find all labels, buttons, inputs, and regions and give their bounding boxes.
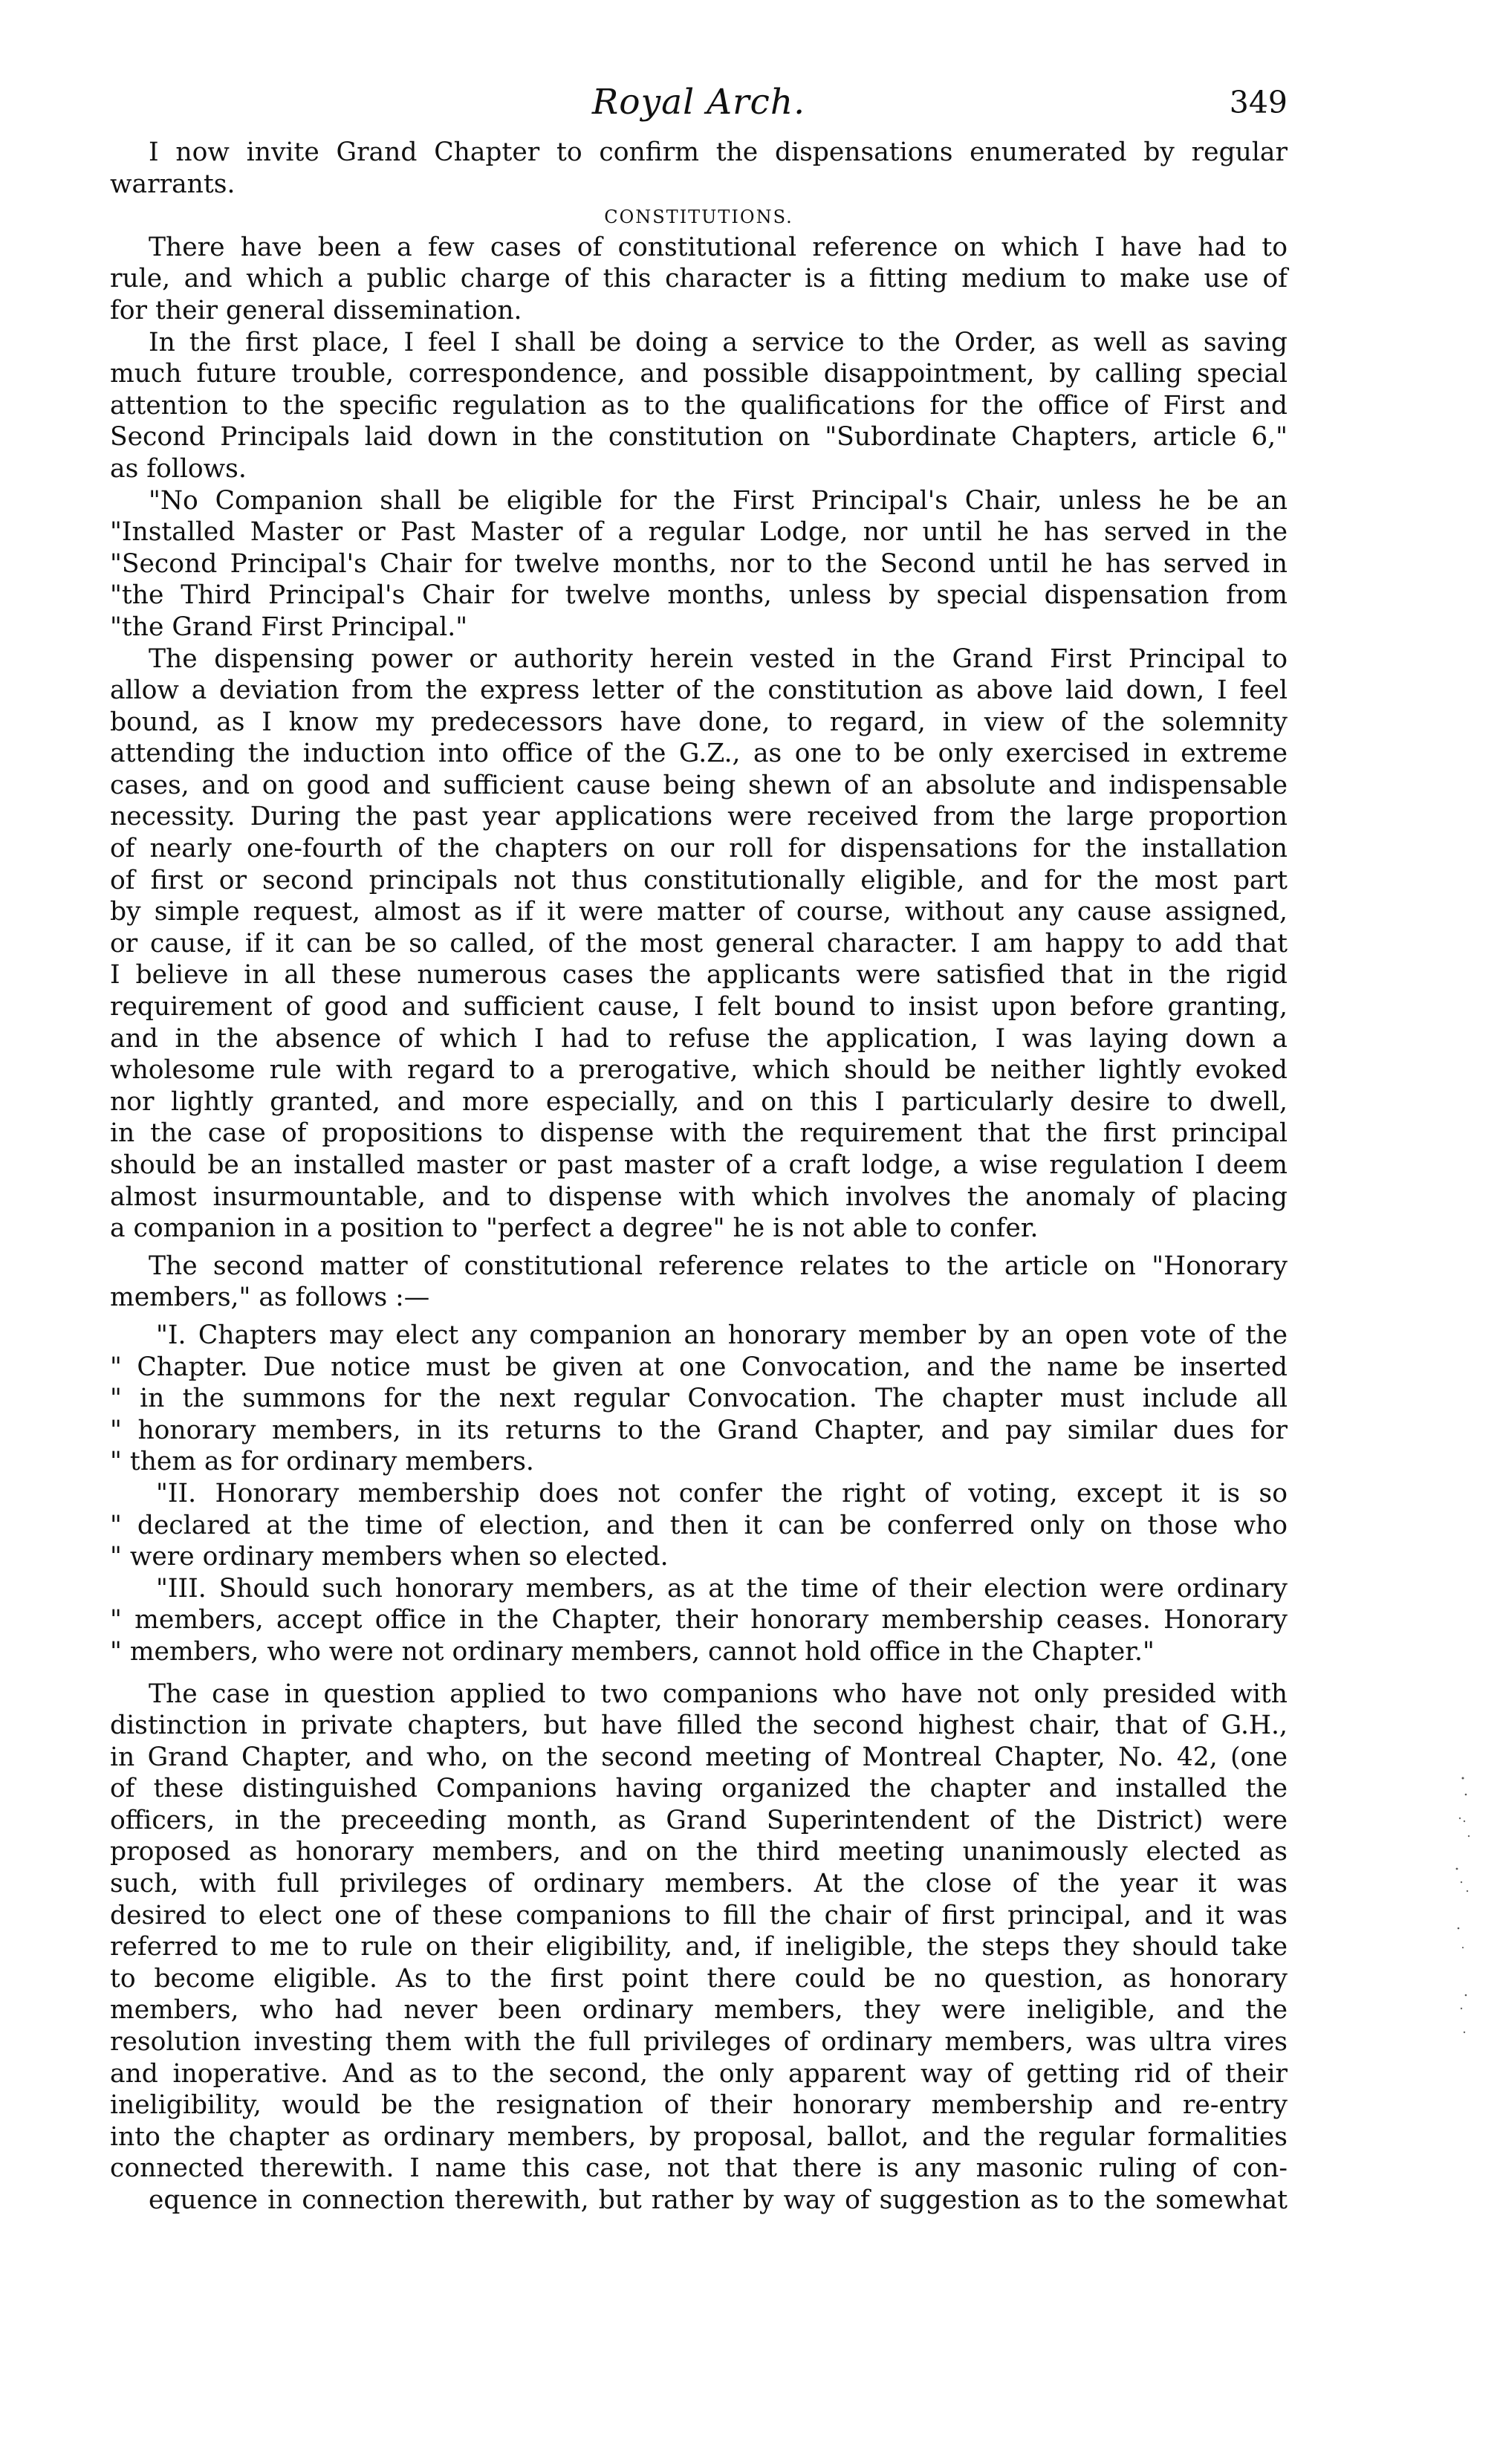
text-line: "the Third Principal's Chair for twelve months, unless by special dispensation from: [110, 580, 1288, 611]
text-line: Second Principals laid down in the constitution on "Subordinate Chapters, article 6,": [110, 422, 1288, 453]
text-line: rule, and which a public charge of this character is a fitting medium to make use of: [110, 264, 1288, 294]
text-line: " them as for ordinary members.: [110, 1447, 534, 1477]
text-line: "Second Principal's Chair for twelve months, nor to the Second until he has served in: [110, 548, 1288, 579]
page-header: [110, 82, 1288, 137]
text-line: referred to me to rule on their eligibility, and, if ineligible, the steps they should take: [110, 1932, 1288, 1962]
text-line: In the first place, I feel I shall be doing a service to the Order, as well as saving: [149, 327, 1288, 357]
text-line: resolution investing them with the full privileges of ordinary members, was ultra vires: [110, 2027, 1288, 2058]
paragraph-gap: [110, 1314, 1288, 1320]
text-line: almost insurmountable, and to dispense with which involves the anomaly of placing: [110, 1181, 1288, 1212]
text-line: members, who had never been ordinary members, they were ineligible, and the: [110, 1995, 1288, 2026]
text-line: into the chapter as ordinary members, by proposal, ballot, and the regular formalities: [110, 2121, 1288, 2152]
text-line: "II. Honorary membership does not confer the right of voting, except it is so: [156, 1478, 1288, 1508]
text-line: " declared at the time of election, and then it can be conferred only on those who: [110, 1510, 1288, 1540]
text-line: should be an installed master or past master of a craft lodge, a wise regulation I deem: [110, 1150, 1288, 1180]
text-line: and in the absence of which I had to refuse the application, I was laying down a: [110, 1023, 1288, 1054]
text-line: connected therewith. I name this case, not that there is any masonic ruling of con-: [110, 2153, 1288, 2184]
text-line: attending the induction into office of the G.Z., as one to be only exercised in extreme: [110, 739, 1288, 769]
text-line: of these distinguished Companions having organized the chapter and installed the: [110, 1774, 1288, 1804]
paragraph-gap: [110, 1668, 1288, 1679]
text-line: "I. Chapters may elect any companion an honorary member by an open vote of the: [156, 1320, 1288, 1350]
body-text: [110, 137, 1288, 2217]
text-line: " members, accept office in the Chapter, their honorary membership ceases. Honorary: [110, 1605, 1288, 1635]
text-line: of nearly one-fourth of the chapters on our roll for dispensations for the installation: [110, 834, 1288, 864]
text-line: desired to elect one of these companions to fill the chair of first principal, and it was: [110, 1900, 1288, 1930]
text-line: "Installed Master or Past Master of a regular Lodge, nor until he has served in the: [110, 517, 1288, 548]
text-line: cases, and on good and sufficient cause being shewn of an absolute and indispensable: [110, 770, 1288, 800]
text-line: members," as follows :—: [110, 1283, 430, 1313]
paragraph-gap: [110, 1245, 1288, 1251]
page-number: 349: [1229, 85, 1288, 120]
text-line: proposed as honorary members, and on the third meeting unanimously elected as: [110, 1837, 1288, 1867]
text-line: The case in question applied to two companions who have not only presided with: [149, 1679, 1288, 1709]
text-line: equence in connection therewith, but rather by way of suggestion as to the somewhat: [149, 2185, 1288, 2215]
running-title: Royal Arch.: [591, 82, 806, 123]
text-line: requirement of good and sufficient cause, I felt bound to insist upon before granting,: [110, 992, 1288, 1022]
text-line: in the case of propositions to dispense with the requirement that the first principal: [110, 1118, 1288, 1149]
text-line: a companion in a position to "perfect a degree" he is not able to confer.: [110, 1213, 1039, 1244]
document-page: [110, 82, 1288, 2217]
text-line: I believe in all these numerous cases the applicants were satisfied that in the rigid: [110, 960, 1288, 991]
text-line: as follows.: [110, 453, 247, 484]
text-line: warrants.: [110, 169, 236, 199]
text-line: and inoperative. And as to the second, the only apparent way of getting rid of their: [110, 2058, 1288, 2089]
text-line: "III. Should such honorary members, as at the time of their election were ordinary: [156, 1573, 1288, 1604]
text-line: to become eligible. As to the first point there could be no question, as honorary: [110, 1963, 1288, 1994]
text-line: The second matter of constitutional reference relates to the article on "Honorary: [149, 1251, 1288, 1281]
text-line: or cause, if it can be so called, of the most general character. I am happy to add that: [110, 928, 1288, 959]
text-line: by simple request, almost as if it were matter of course, without any cause assigned,: [110, 897, 1288, 927]
text-line: nor lightly granted, and more especially, and on this I particularly desire to dwell,: [110, 1086, 1288, 1117]
text-line: bound, as I know my predecessors have done, to regard, in view of the solemnity: [110, 707, 1288, 737]
text-line: " members, who were not ordinary members, cannot hold office in the Chapter.": [110, 1636, 1155, 1667]
section-heading: CONSTITUTIONS.: [604, 207, 793, 228]
text-line: The dispensing power or authority herein vested in the Grand First Principal to: [149, 643, 1288, 674]
text-line: of first or second principals not thus constitutionally eligible, and for the most part: [110, 865, 1288, 895]
text-line: in Grand Chapter, and who, on the second meeting of Montreal Chapter, No. 42, (one: [110, 1742, 1288, 1772]
margin-specks: [1452, 1772, 1475, 2040]
text-line: " honorary members, in its returns to the Grand Chapter, and pay similar dues for: [110, 1415, 1288, 1445]
text-line: allow a deviation from the express letter of the constitution as above laid down, I feel: [110, 675, 1288, 706]
text-line: I now invite Grand Chapter to confirm the dispensations enumerated by regular: [149, 137, 1288, 167]
text-line: such, with full privileges of ordinary members. At the close of the year it was: [110, 1869, 1288, 1899]
text-line: distinction in private chapters, but have filled the second highest chair, that of G.H.,: [110, 1711, 1288, 1741]
text-line: There have been a few cases of constitutional reference on which I have had to: [149, 232, 1288, 262]
text-line: wholesome rule with regard to a prerogative, which should be neither lightly evoked: [110, 1055, 1288, 1086]
text-line: much future trouble, correspondence, and possible disappointment, by calling special: [110, 359, 1288, 389]
text-line: "No Companion shall be eligible for the First Principal's Chair, unless he be an: [149, 485, 1288, 516]
text-line: attention to the specific regulation as to the qualifications for the office of First and: [110, 390, 1288, 421]
text-line: " in the summons for the next regular Convocation. The chapter must include all: [110, 1384, 1288, 1414]
text-line: officers, in the preceeding month, as Grand Superintendent of the District) were: [110, 1805, 1288, 1835]
text-line: " Chapter. Due notice must be given at one Convocation, and the name be inserted: [110, 1352, 1288, 1382]
text-line: for their general dissemination.: [110, 295, 522, 325]
text-line: "the Grand First Principal.": [110, 612, 468, 642]
text-line: " were ordinary members when so elected.: [110, 1542, 669, 1572]
text-line: ineligibility, would be the resignation of their honorary membership and re-entry: [110, 2090, 1288, 2121]
text-line: necessity. During the past year applications were received from the large proportion: [110, 802, 1288, 832]
